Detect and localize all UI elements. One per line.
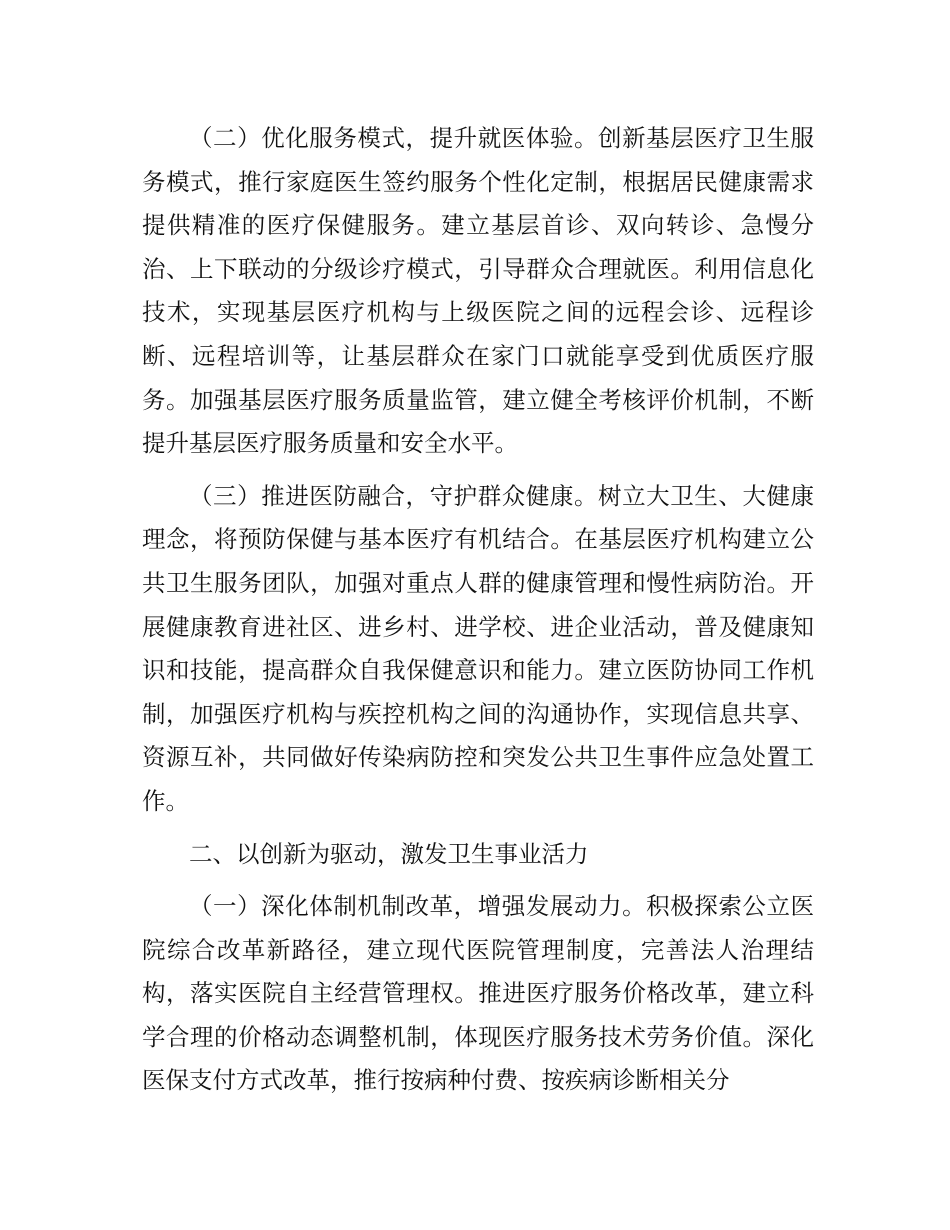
paragraph-optimize-service: （二）优化服务模式，提升就医体验。创新基层医疗卫生服务模式，推行家庭医生签约服务个性化定制，根据居民健康需求提供精准的医疗保健服务。建立基层首诊、双向转诊、急慢分治、上下联动的分级诊疗模式，引导群众合理就医。利用信息化技术，实现基层医疗机构与上级医院之间的远程会诊、远程诊断、远程培训等，让基层群众在家门口就能享受到优质医疗服务。加强基层医疗服务质量监管，建立健全考核评价机制，不断提升基层医疗服务质量和安全水平。 xyxy=(142,124,814,458)
document-body xyxy=(142,117,814,1103)
section-heading-innovation: 二、以创新为驱动，激发卫生事业活力 xyxy=(189,839,589,868)
paragraph-medical-prevention: （三）推进医防融合，守护群众健康。树立大卫生、大健康理念，将预防保健与基本医疗有机结合。在基层医疗机构建立公共卫生服务团队，加强对重点人群的健康管理和慢性病防治。开展健康教育进社区、进乡村、进学校、进企业活动，普及健康知识和技能，提高群众自我保健意识和能力。建立医防协同工作机制，加强医疗机构与疾控机构之间的沟通协作，实现信息共享、资源互补，共同做好传染病防控和突发公共卫生事件应急处置工作。 xyxy=(142,481,814,815)
paragraph-reform: （一）深化体制机制改革，增强发展动力。积极探索公立医院综合改革新路径，建立现代医院管理制度，完善法人治理结构，落实医院自主经营管理权。推进医疗服务价格改革，建立科学合理的价格动态调整机制，体现医疗服务技术劳务价值。深化医保支付方式改革，推行按病种付费、按疾病诊断相关分 xyxy=(142,892,814,1095)
